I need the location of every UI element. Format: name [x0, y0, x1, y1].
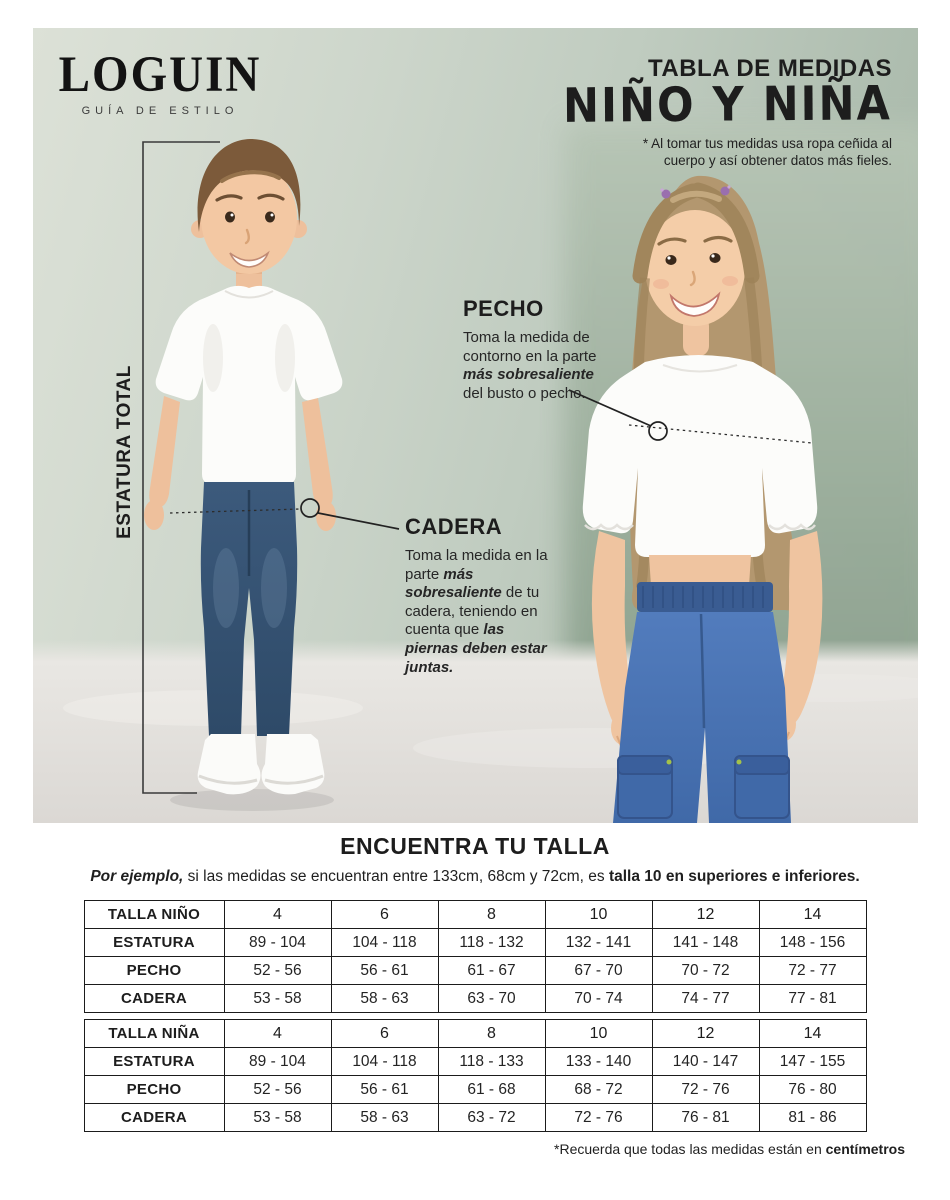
- size-chart-header: [563, 56, 892, 169]
- cadera-title: CADERA: [405, 514, 503, 539]
- table-title-cell: TALLA NIÑA: [84, 1020, 224, 1048]
- row-label-cell: CADERA: [84, 1104, 224, 1132]
- value-cell: 104 - 118: [331, 929, 438, 957]
- value-cell: 61 - 68: [438, 1076, 545, 1104]
- table-row: [84, 1104, 866, 1132]
- cadera-annotation: [405, 514, 561, 677]
- value-cell: 70 - 72: [652, 957, 759, 985]
- size-tables-section: [0, 823, 950, 1200]
- value-cell: 53 - 58: [224, 985, 331, 1013]
- size-header-cell: 10: [545, 901, 652, 929]
- value-cell: 61 - 67: [438, 957, 545, 985]
- size-example-text: Por ejemplo, si las medidas se encuentran entre 133cm, 68cm y 72cm, es talla 10 en superiores e inferiores.: [90, 868, 860, 885]
- row-label-cell: PECHO: [84, 1076, 224, 1104]
- value-cell: 76 - 81: [652, 1104, 759, 1132]
- page-title: TABLA DE MEDIDAS: [648, 55, 892, 82]
- row-label-cell: CADERA: [84, 985, 224, 1013]
- size-table-nino: [84, 900, 867, 1013]
- value-cell: 52 - 56: [224, 1076, 331, 1104]
- pecho-annotation: [463, 296, 597, 403]
- value-cell: 89 - 104: [224, 1048, 331, 1076]
- pecho-title: PECHO: [463, 296, 544, 321]
- size-header-cell: 14: [759, 901, 866, 929]
- value-cell: 56 - 61: [331, 1076, 438, 1104]
- size-header-cell: 8: [438, 901, 545, 929]
- estatura-total-label: ESTATURA TOTAL: [114, 365, 135, 539]
- value-cell: 70 - 74: [545, 985, 652, 1013]
- size-header-cell: 6: [331, 1020, 438, 1048]
- table-row: [84, 929, 866, 957]
- value-cell: 140 - 147: [652, 1048, 759, 1076]
- size-header-cell: 14: [759, 1020, 866, 1048]
- value-cell: 52 - 56: [224, 957, 331, 985]
- value-cell: 56 - 61: [331, 957, 438, 985]
- pecho-description: Toma la medida de contorno en la parte más sobresaliente del busto o pecho.: [463, 329, 597, 402]
- cadera-measure-circle: [301, 499, 319, 517]
- value-cell: 72 - 76: [652, 1076, 759, 1104]
- brand-tagline: GUÍA DE ESTILO: [81, 105, 239, 117]
- value-cell: 77 - 81: [759, 985, 866, 1013]
- cadera-description: Toma la medida en la parte más sobresaliente de tu cadera, teniendo en cuenta que las piernas deben estar juntas.: [405, 547, 548, 676]
- table-row: [84, 1048, 866, 1076]
- size-header-cell: 10: [545, 1020, 652, 1048]
- value-cell: 63 - 72: [438, 1104, 545, 1132]
- value-cell: 72 - 77: [759, 957, 866, 985]
- size-header-cell: 12: [652, 1020, 759, 1048]
- brand-name: LOGUIN: [58, 46, 262, 104]
- table-title-cell: TALLA NIÑO: [84, 901, 224, 929]
- measuring-note-line1: * Al tomar tus medidas usa ropa ceñida al: [642, 136, 892, 152]
- value-cell: 81 - 86: [759, 1104, 866, 1132]
- value-cell: 133 - 140: [545, 1048, 652, 1076]
- size-table-nina: [84, 1019, 867, 1132]
- units-footnote: *Recuerda que todas las medidas están en centímetros: [554, 1141, 905, 1157]
- value-cell: 132 - 141: [545, 929, 652, 957]
- value-cell: 141 - 148: [652, 929, 759, 957]
- table-row: [84, 985, 866, 1013]
- value-cell: 63 - 70: [438, 985, 545, 1013]
- value-cell: 58 - 63: [331, 1104, 438, 1132]
- page-subtitle: NIÑO Y NIÑA: [562, 76, 893, 135]
- row-label-cell: ESTATURA: [84, 1048, 224, 1076]
- value-cell: 72 - 76: [545, 1104, 652, 1132]
- size-header-cell: 4: [224, 901, 331, 929]
- value-cell: 74 - 77: [652, 985, 759, 1013]
- value-cell: 118 - 132: [438, 929, 545, 957]
- row-label-cell: ESTATURA: [84, 929, 224, 957]
- measuring-note-line2: cuerpo y así obtener datos más fieles.: [663, 152, 892, 168]
- value-cell: 104 - 118: [331, 1048, 438, 1076]
- table-row: [84, 957, 866, 985]
- table-header-row: [84, 1020, 866, 1048]
- row-label-cell: PECHO: [84, 957, 224, 985]
- table-row: [84, 1076, 866, 1104]
- hero-photo-section: [33, 28, 918, 823]
- value-cell: 148 - 156: [759, 929, 866, 957]
- value-cell: 58 - 63: [331, 985, 438, 1013]
- value-cell: 118 - 133: [438, 1048, 545, 1076]
- brand-logo: [55, 46, 265, 117]
- value-cell: 89 - 104: [224, 929, 331, 957]
- size-header-cell: 4: [224, 1020, 331, 1048]
- table-header-row: [84, 901, 866, 929]
- value-cell: 67 - 70: [545, 957, 652, 985]
- size-header-cell: 8: [438, 1020, 545, 1048]
- value-cell: 68 - 72: [545, 1076, 652, 1104]
- find-size-heading: ENCUENTRA TU TALLA: [340, 833, 610, 859]
- measuring-note: [563, 136, 892, 169]
- value-cell: 53 - 58: [224, 1104, 331, 1132]
- size-header-cell: 6: [331, 901, 438, 929]
- value-cell: 76 - 80: [759, 1076, 866, 1104]
- value-cell: 147 - 155: [759, 1048, 866, 1076]
- size-header-cell: 12: [652, 901, 759, 929]
